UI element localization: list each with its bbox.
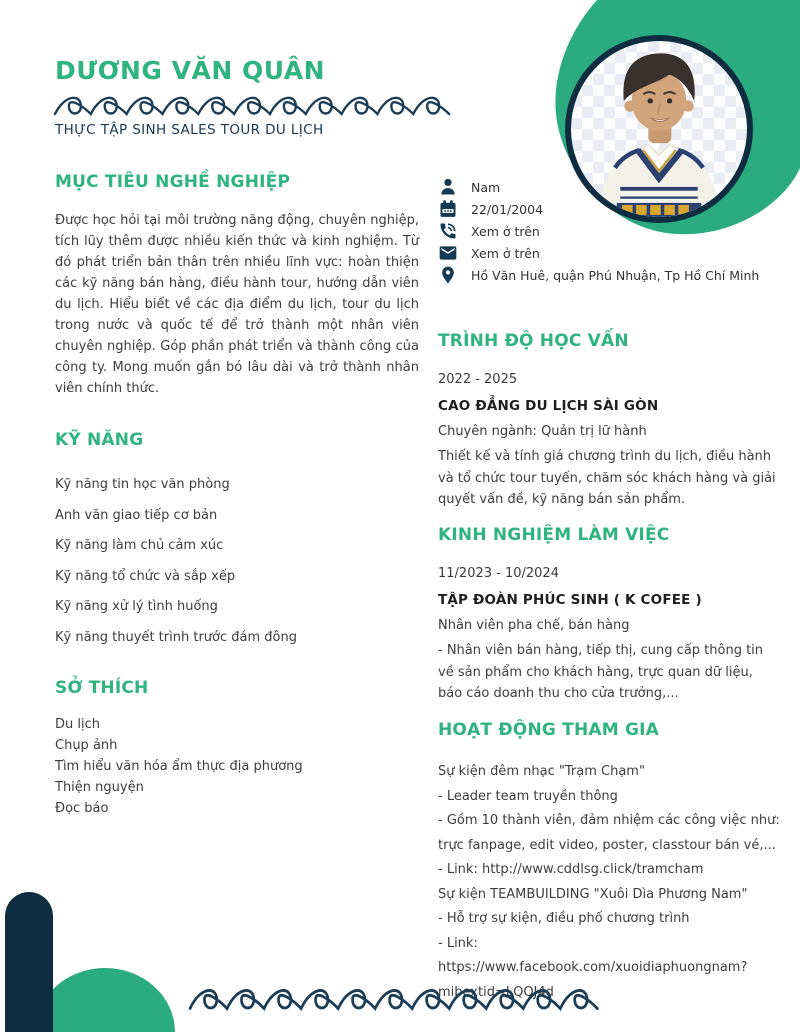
education-period: 2022 - 2025 xyxy=(438,372,518,387)
section-title-objective: MỤC TIÊU NGHỀ NGHIỆP xyxy=(55,172,291,192)
contact-text: Hồ Văn Huê, quận Phú Nhuận, Tp Hồ Chí Minh xyxy=(471,267,760,283)
decorative-dome xyxy=(35,968,175,1032)
hobby-item: Du lịch xyxy=(55,717,100,732)
activity-event: Sự kiện TEAMBUILDING "Xuôi Dìa Phương Nam" xyxy=(438,886,748,902)
phone-icon xyxy=(438,221,458,241)
activities-list xyxy=(438,760,784,1005)
page-title: DƯƠNG VĂN QUÂN xyxy=(55,56,326,85)
contact-row-email xyxy=(438,242,783,264)
activity-detail: - Hỗ trợ sự kiện, điều phố chương trình xyxy=(438,911,690,926)
contact-text: Xem ở trên xyxy=(471,245,540,261)
contact-row-birthdate xyxy=(438,198,783,220)
section-title-activities: HOẠT ĐỘNG THAM GIA xyxy=(438,720,659,740)
hobbies-list xyxy=(55,714,419,819)
skill-item: Kỹ năng làm chủ cảm xúc xyxy=(55,538,224,553)
section-title-skills: KỸ NĂNG xyxy=(55,430,144,450)
squiggle-divider-bottom xyxy=(188,984,620,1013)
skills-list xyxy=(55,470,419,653)
contact-row-address xyxy=(438,264,783,286)
education-major: Chuyên ngành: Quản trị lữ hành xyxy=(438,424,647,439)
hobby-item: Tìm hiểu văn hóa ẩm thực địa phương xyxy=(55,759,303,774)
experience-period: 11/2023 - 10/2024 xyxy=(438,566,559,581)
contact-text: Nam xyxy=(471,179,501,195)
activity-link[interactable]: - Link: http://www.cddlsg.click/tramcham xyxy=(438,862,704,877)
activity-detail: - Leader team truyền thông xyxy=(438,788,618,804)
education-description: Thiết kế và tính giá chương trình du lịch, điều hành và tổ chức tour tuyến, chăm sóc khách hàng và giải quyết vấn đề, kỹ năng bán sản phẩm. xyxy=(438,449,776,507)
calendar-icon xyxy=(438,199,458,219)
contact-text: 22/01/2004 xyxy=(471,201,544,217)
section-title-experience: KINH NGHIỆM LÀM VIỆC xyxy=(438,525,670,545)
section-title-hobbies: SỞ THÍCH xyxy=(55,678,149,698)
decorative-pill xyxy=(5,892,53,1032)
hobby-item: Thiện nguyện xyxy=(55,780,144,795)
skill-item: Kỹ năng thuyết trình trước đám đông xyxy=(55,629,297,645)
activity-detail: - Gồm 10 thành viên, đảm nhiệm các công việc như: trực fanpage, edit video, poster, classtour bán vé,... xyxy=(438,813,780,853)
skill-item: Kỹ năng xử lý tình huống xyxy=(55,599,218,614)
contact-text: Xem ở trên xyxy=(471,223,540,239)
skill-item: Kỹ năng tổ chức và sắp xếp xyxy=(55,568,236,584)
experience-company: TẬP ĐOÀN PHÚC SINH ( K COFEE ) xyxy=(438,592,702,608)
education-school: CAO ĐẲNG DU LỊCH SÀI GÒN xyxy=(438,398,659,414)
skill-item: Kỹ năng tin học văn phòng xyxy=(55,477,230,492)
skill-item: Anh văn giao tiếp cơ bản xyxy=(55,507,218,523)
contact-row-gender xyxy=(438,176,783,198)
squiggle-divider-top xyxy=(53,92,471,118)
mail-icon xyxy=(438,243,458,263)
experience-role: Nhân viên pha chế, bán hàng xyxy=(438,618,630,633)
contact-row-phone xyxy=(438,220,783,242)
activity-event: Sự kiện đêm nhạc "Trạm Chạm" xyxy=(438,764,645,779)
person-icon xyxy=(438,177,458,197)
location-icon xyxy=(438,265,458,285)
hobby-item: Đọc báo xyxy=(55,801,109,816)
contact-info xyxy=(438,176,783,286)
job-title: THỰC TẬP SINH SALES TOUR DU LỊCH xyxy=(55,122,324,138)
hobby-item: Chụp ảnh xyxy=(55,738,118,753)
section-title-education: TRÌNH ĐỘ HỌC VẤN xyxy=(438,331,629,351)
activity-link[interactable]: - Link: https://www.facebook.com/xuoidiaphuongnam?mibextid=LQQJ4d xyxy=(438,935,748,1000)
experience-description: - Nhân viên bán hàng, tiếp thị, cung cấp thông tin về sản phẩm cho khách hàng, trực quan dữ liệu, báo cáo doanh thu cho cửa trưởng,... xyxy=(438,643,764,701)
objective-text: Được học hỏi tại môi trường năng động, chuyên nghiệp, tích lũy thêm được nhiều kiến thức và kinh nghiệm. Từ đó phát triển bản thân trên nhiều lĩnh vực: hoàn thiện các kỹ năng bán hàng, điều hành tour, hướng dẫn viên du lịch. Hiểu biết về các địa điểm du lịch, tour du lịch trong nước và quốc tế để trở thành một nhân viên chuyên nghiệp. Góp phần phát triển và thành công của công ty. Mong muốn gắn bó lâu dài và trở thành nhân viên chính thức. xyxy=(55,213,419,396)
